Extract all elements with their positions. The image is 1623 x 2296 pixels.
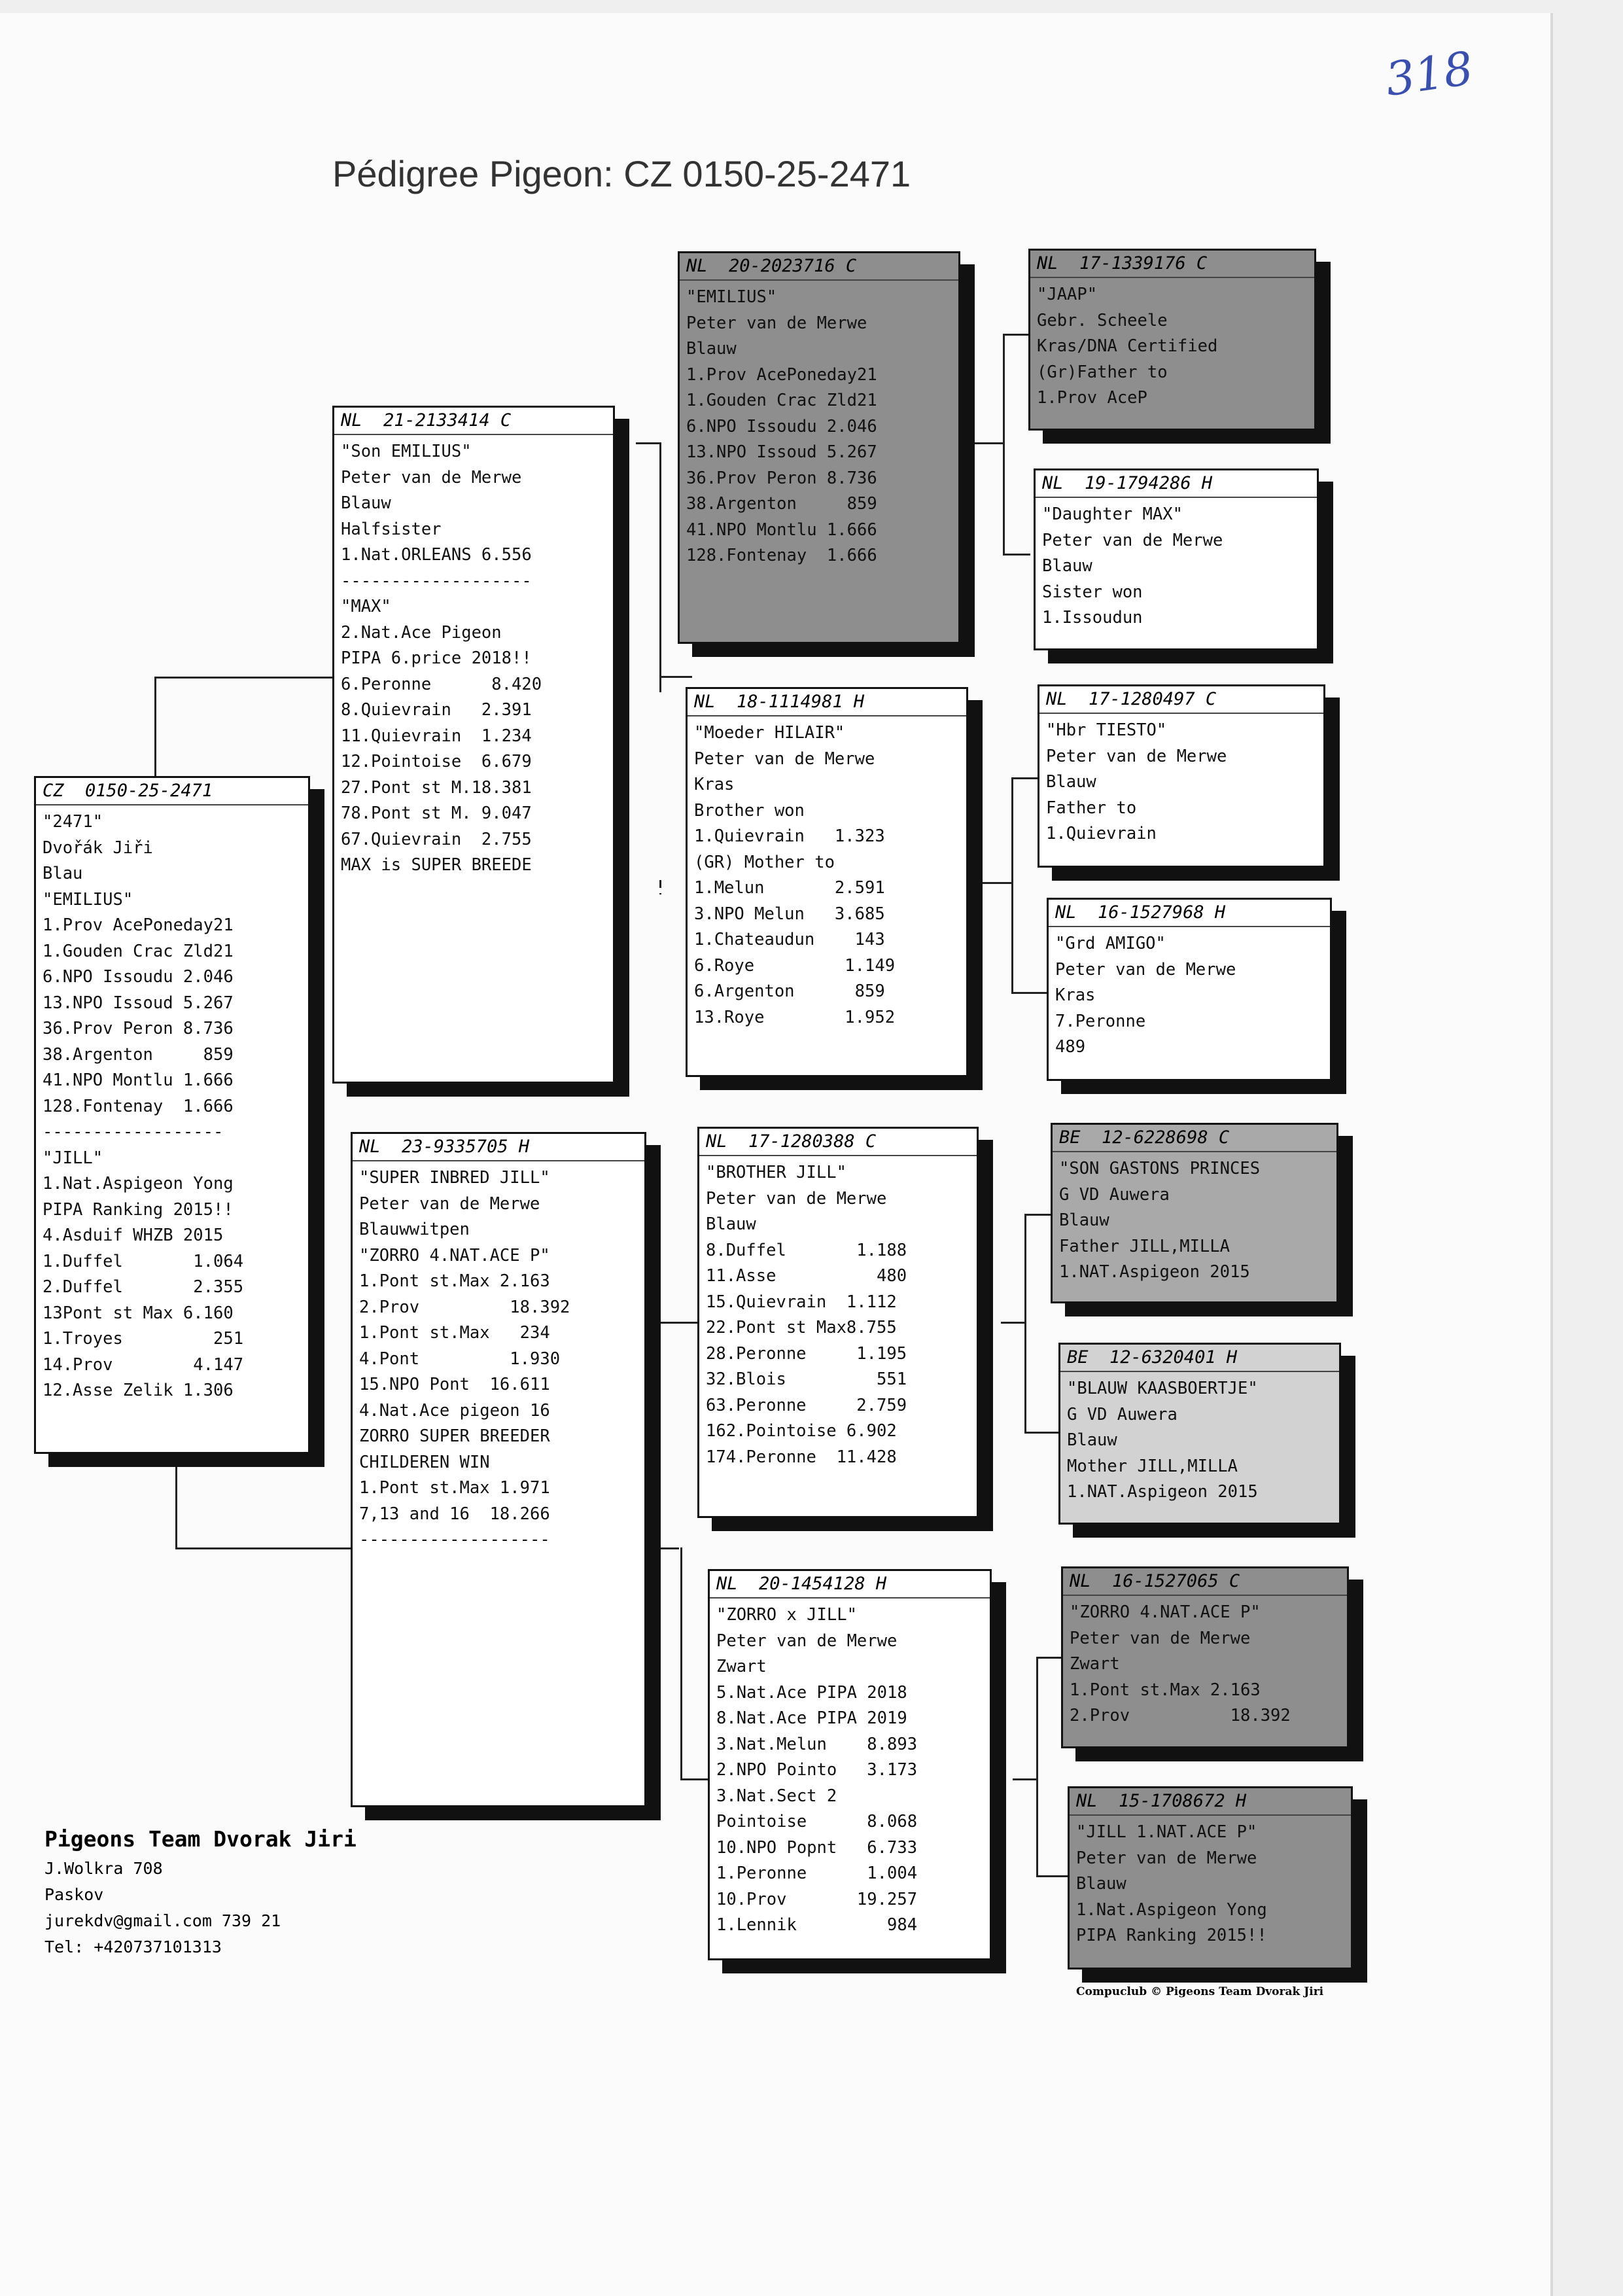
card-line: 32.Blois 551 xyxy=(706,1369,907,1389)
card-line: Zwart xyxy=(1070,1654,1120,1674)
card-line: 1.NAT.Aspigeon 2015 xyxy=(1059,1262,1250,1282)
card-line: 6.Peronne 8.420 xyxy=(341,674,542,694)
ddd-card xyxy=(1068,1786,1353,1969)
ring-number: NL 15-1708672 H xyxy=(1070,1788,1351,1816)
card-line: 1.NAT.Aspigeon 2015 xyxy=(1067,1482,1258,1502)
card-line: 3.Nat.Melun 8.893 xyxy=(716,1734,918,1754)
ring-number: NL 17-1280388 C xyxy=(699,1129,977,1156)
ring-number: BE 12-6228698 C xyxy=(1053,1125,1336,1152)
connector xyxy=(1003,334,1030,336)
card-line: 1.Gouden Crac Zld21 xyxy=(686,391,877,410)
ring-number: CZ 0150-25-2471 xyxy=(36,778,308,805)
card-line: 1.Gouden Crac Zld21 xyxy=(43,941,234,961)
card-line: 2.NPO Pointo 3.173 xyxy=(716,1760,918,1780)
card-line: 174.Peronne 11.428 xyxy=(706,1447,897,1467)
card-line: Peter van de Merwe xyxy=(686,313,867,333)
card-line: 8.Duffel 1.188 xyxy=(706,1240,907,1260)
dds-card xyxy=(1061,1566,1349,1748)
card-line: 1.Pont st.Max 1.971 xyxy=(359,1478,550,1498)
connector xyxy=(1011,777,1038,779)
card-line: 6.Roye 1.149 xyxy=(694,955,896,976)
card-line: 7,13 and 16 18.266 xyxy=(359,1504,550,1524)
card-line: Blauw xyxy=(1042,556,1092,576)
card-line: "EMILIUS" xyxy=(686,287,777,307)
card-line: 1.Troyes 251 xyxy=(43,1329,244,1349)
card-line: Peter van de Merwe xyxy=(1046,746,1227,766)
card-line: Kras xyxy=(694,775,735,794)
card-line: Blau xyxy=(43,864,83,883)
card-details xyxy=(1076,1820,1344,1949)
connector xyxy=(154,677,340,679)
card-line: "MAX" xyxy=(341,597,391,616)
card-line: 28.Peronne 1.195 xyxy=(706,1343,907,1364)
card-line: ZORRO SUPER BREEDER xyxy=(359,1426,550,1446)
sire-dam-card xyxy=(686,687,968,1077)
card-line: "Moeder HILAIR" xyxy=(694,723,845,743)
card-line: G VD Auwera xyxy=(1059,1184,1170,1205)
card-line: Peter van de Merwe xyxy=(341,467,522,487)
connector xyxy=(1001,1322,1026,1324)
connector xyxy=(1024,1214,1026,1433)
card-line: "ZORRO 4.NAT.ACE P" xyxy=(1070,1602,1261,1622)
card-line: 11.Asse 480 xyxy=(706,1266,907,1286)
connector xyxy=(659,442,661,692)
footer-line: Paskov xyxy=(44,1885,104,1904)
card-line: ------------------- xyxy=(359,1530,550,1549)
card-line: 5.Nat.Ace PIPA 2018 xyxy=(716,1682,907,1703)
footer-line: Tel: +420737101313 xyxy=(44,1937,222,1956)
card-details xyxy=(1059,1156,1330,1286)
connector xyxy=(659,893,661,894)
card-line: 13.NPO Issoud 5.267 xyxy=(686,442,877,462)
dsd-card xyxy=(1058,1343,1341,1525)
card-line: Peter van de Merwe xyxy=(1055,959,1236,980)
card-details xyxy=(706,1160,970,1470)
card-details xyxy=(359,1165,638,1553)
card-line: Kras xyxy=(1055,985,1096,1005)
card-line: PIPA 6.price 2018!! xyxy=(341,648,532,668)
card-line: 67.Quievrain 2.755 xyxy=(341,829,532,849)
card-line: Blauw xyxy=(1067,1430,1117,1450)
card-line: PIPA Ranking 2015!! xyxy=(43,1199,234,1220)
dam-sire-card xyxy=(697,1127,979,1518)
card-line: 1.Duffel 1.064 xyxy=(43,1251,244,1271)
card-line: Peter van de Merwe xyxy=(1070,1628,1251,1648)
card-line: "SON GASTONS PRINCES xyxy=(1059,1159,1261,1178)
ring-number: NL 17-1280497 C xyxy=(1039,686,1323,714)
card-line: 1.Nat.Aspigeon Yong xyxy=(1076,1899,1267,1920)
ring-number: NL 20-1454128 H xyxy=(710,1571,990,1598)
footer-line: J.Wolkra 708 xyxy=(44,1859,163,1878)
card-line: Peter van de Merwe xyxy=(706,1188,887,1209)
card-line: Blauw xyxy=(1046,772,1096,792)
card-line: "Grd AMIGO" xyxy=(1055,934,1166,953)
card-line: Halfsister xyxy=(341,519,442,539)
card-line: 38.Argenton 859 xyxy=(43,1044,234,1065)
card-line: "JAAP" xyxy=(1037,285,1098,304)
card-line: 4.Asduif WHZB 2015 xyxy=(43,1226,224,1245)
card-line: "SUPER INBRED JILL" xyxy=(359,1168,550,1188)
card-line: Father to xyxy=(1046,798,1137,818)
card-line: 15.NPO Pont 16.611 xyxy=(359,1375,550,1394)
card-line: 2.Prov 18.392 xyxy=(1070,1706,1291,1725)
card-line: "ZORRO x JILL" xyxy=(716,1605,857,1625)
connector xyxy=(659,676,692,678)
card-line: 8.Nat.Ace PIPA 2019 xyxy=(716,1708,907,1728)
card-line: "Hbr TIESTO" xyxy=(1046,720,1167,740)
card-line: 1.Quievrain xyxy=(1046,824,1157,843)
ring-number: NL 23-9335705 H xyxy=(353,1134,644,1161)
card-line: 1.Nat.Aspigeon Yong xyxy=(43,1174,234,1193)
ring-number: NL 21-2133414 C xyxy=(334,408,613,435)
card-line: Blauw xyxy=(341,493,391,513)
card-line: 128.Fontenay 1.666 xyxy=(43,1096,234,1116)
card-details xyxy=(43,809,302,1404)
connector xyxy=(1024,1214,1051,1216)
card-line: 12.Asse Zelik 1.306 xyxy=(43,1381,234,1400)
card-line: G VD Auwera xyxy=(1067,1404,1178,1424)
card-line: 6.Argenton 859 xyxy=(694,981,885,1001)
ring-number: NL 18-1114981 H xyxy=(688,689,966,716)
card-line: Peter van de Merwe xyxy=(694,749,875,769)
card-line: 3.Nat.Sect 2 xyxy=(716,1786,837,1806)
sss-card xyxy=(1028,249,1316,431)
card-line: ------------------ xyxy=(43,1122,224,1142)
card-line: 13.NPO Issoud 5.267 xyxy=(43,993,234,1013)
connector xyxy=(1036,1657,1038,1877)
card-line: Peter van de Merwe xyxy=(359,1193,540,1214)
card-line: 10.Prov 19.257 xyxy=(716,1889,918,1909)
card-details xyxy=(686,285,952,569)
card-line: Blauw xyxy=(1059,1210,1109,1230)
card-line: "EMILIUS" xyxy=(43,889,133,910)
card-details xyxy=(716,1602,983,1939)
card-line: 8.Quievrain 2.391 xyxy=(341,700,532,720)
card-line: 13.Roye 1.952 xyxy=(694,1007,896,1027)
card-details xyxy=(1067,1376,1333,1506)
card-line: Pointoise 8.068 xyxy=(716,1812,918,1831)
card-line: 13Pont st Max 6.160 xyxy=(43,1303,234,1323)
card-line: 1.Quievrain 1.323 xyxy=(694,826,885,846)
copyright: Compuclub © Pigeons Team Dvorak Jiri xyxy=(1076,1985,1324,1998)
card-line: 10.NPO Popnt 6.733 xyxy=(716,1837,918,1858)
card-line: 2.Duffel 2.355 xyxy=(43,1277,244,1297)
card-line: 36.Prov Peron 8.736 xyxy=(43,1019,234,1038)
card-line: 36.Prov Peron 8.736 xyxy=(686,468,877,488)
connector xyxy=(154,677,156,776)
card-line: 78.Pont st M. 9.047 xyxy=(341,804,532,823)
card-line: Father JILL,MILLA xyxy=(1059,1236,1230,1256)
card-line: 489 xyxy=(1055,1037,1086,1057)
card-details xyxy=(341,439,606,879)
card-line: Kras/DNA Certified xyxy=(1037,336,1218,356)
connector xyxy=(680,1547,682,1780)
card-line: 41.NPO Montlu 1.666 xyxy=(43,1070,234,1090)
card-line: Peter van de Merwe xyxy=(1076,1848,1257,1868)
card-line: "Son EMILIUS" xyxy=(341,442,472,461)
card-line: 27.Pont st M.18.381 xyxy=(341,777,532,798)
sdd-card xyxy=(1047,898,1332,1081)
card-line: 1.Peronne 1.004 xyxy=(716,1863,918,1883)
card-line: 12.Pointoise 6.679 xyxy=(341,752,532,771)
card-line: Gebr. Scheele xyxy=(1037,310,1168,330)
connector xyxy=(175,1547,360,1549)
card-details xyxy=(1055,931,1323,1061)
subject-pigeon-card xyxy=(34,776,310,1454)
card-line: 4.Nat.Ace pigeon 16 xyxy=(359,1400,550,1421)
card-line: Peter van de Merwe xyxy=(1042,530,1223,550)
card-line: Blauw xyxy=(1076,1874,1126,1894)
connector xyxy=(1011,992,1047,994)
connector xyxy=(175,1464,177,1549)
footer xyxy=(44,1823,357,1960)
sire-card xyxy=(332,406,615,1084)
dam-dam-card xyxy=(708,1569,992,1960)
card-line: 11.Quievrain 1.234 xyxy=(341,726,532,746)
card-line: 14.Prov 4.147 xyxy=(43,1354,244,1375)
card-line: 1.Nat.ORLEANS 6.556 xyxy=(341,545,532,565)
card-line: 6.NPO Issoudu 2.046 xyxy=(686,416,877,436)
connector xyxy=(972,442,1005,444)
card-line: "Daughter MAX" xyxy=(1042,504,1183,524)
card-line: CHILDEREN WIN xyxy=(359,1452,490,1472)
card-details xyxy=(1042,502,1310,631)
card-line: 6.NPO Issoudu 2.046 xyxy=(43,967,234,987)
card-line: "2471" xyxy=(43,812,103,832)
card-line: Peter van de Merwe xyxy=(716,1631,898,1651)
card-line: 1.Prov AcePoneday21 xyxy=(686,364,877,385)
card-details xyxy=(1046,718,1317,847)
connector xyxy=(980,882,1013,884)
card-details xyxy=(1037,282,1308,412)
connector xyxy=(654,1547,679,1549)
connector xyxy=(1003,554,1030,556)
card-line: Mother JILL,MILLA xyxy=(1067,1456,1238,1476)
card-line: Sister won xyxy=(1042,582,1143,602)
card-line: PIPA Ranking 2015!! xyxy=(1076,1926,1267,1945)
card-line: 1.Pont st.Max 234 xyxy=(359,1323,550,1343)
card-line: ------------------- xyxy=(341,571,532,591)
card-line: 1.Chateaudun 143 xyxy=(694,930,885,949)
card-line: 38.Argenton 859 xyxy=(686,494,877,514)
card-line: Dvořák Jiři xyxy=(43,838,153,858)
card-line: "BROTHER JILL" xyxy=(706,1163,846,1182)
card-line: "ZORRO 4.NAT.ACE P" xyxy=(359,1245,550,1265)
card-line: 1.Pont st.Max 2.163 xyxy=(359,1271,550,1291)
card-line: 2.Prov 18.392 xyxy=(359,1297,570,1317)
card-line: 1.Lennik 984 xyxy=(716,1915,918,1935)
card-line: 63.Peronne 2.759 xyxy=(706,1395,907,1415)
connector xyxy=(636,442,661,444)
connector xyxy=(1003,334,1005,555)
card-line: Zwart xyxy=(716,1657,767,1676)
card-line: (GR) Mother to xyxy=(694,852,835,872)
card-details xyxy=(694,720,960,1031)
card-line: MAX is SUPER BREEDE xyxy=(341,855,532,875)
card-line: 162.Pointoise 6.902 xyxy=(706,1421,897,1441)
connector xyxy=(1011,777,1013,993)
dam-card xyxy=(351,1132,646,1807)
card-line: "BLAUW KAASBOERTJE" xyxy=(1067,1379,1258,1398)
page-number: 318 xyxy=(1382,41,1476,107)
card-line: Blauw xyxy=(706,1214,756,1234)
ring-number: BE 12-6320401 H xyxy=(1060,1345,1339,1372)
sds-card xyxy=(1038,684,1325,868)
sire-sire-card xyxy=(678,251,960,644)
card-line: Blauwwitpen xyxy=(359,1220,470,1239)
connector xyxy=(1013,1778,1038,1780)
card-line: 41.NPO Montlu 1.666 xyxy=(686,520,877,540)
card-line: (Gr)Father to xyxy=(1037,362,1168,382)
connector xyxy=(654,1322,704,1324)
card-details xyxy=(1070,1600,1340,1729)
footer-line: jurekdv@gmail.com 739 21 xyxy=(44,1911,281,1930)
card-line: 1.Prov AcePoneday21 xyxy=(43,915,234,935)
ring-number: NL 19-1794286 H xyxy=(1036,470,1317,498)
card-line: 3.NPO Melun 3.685 xyxy=(694,904,885,924)
card-line: 7.Peronne xyxy=(1055,1011,1146,1031)
card-line: 1.Issoudun xyxy=(1042,608,1143,627)
card-line: Blauw xyxy=(686,339,737,359)
connector xyxy=(659,880,661,888)
dss-card xyxy=(1051,1123,1338,1303)
card-line: "JILL 1.NAT.ACE P" xyxy=(1076,1822,1257,1842)
ring-number: NL 20-2023716 C xyxy=(680,253,958,281)
ring-number: NL 16-1527968 H xyxy=(1049,900,1330,927)
connector xyxy=(654,1322,656,1580)
card-line: 2.Nat.Ace Pigeon xyxy=(341,622,502,643)
card-line: Brother won xyxy=(694,800,805,821)
card-line: 1.Prov AceP xyxy=(1037,388,1147,408)
card-line: 128.Fontenay 1.666 xyxy=(686,546,877,565)
card-line: 1.Melun 2.591 xyxy=(694,878,885,898)
ring-number: NL 17-1339176 C xyxy=(1030,251,1314,278)
card-line: "JILL" xyxy=(43,1148,103,1168)
card-line: 1.Pont st.Max 2.163 xyxy=(1070,1680,1261,1700)
card-line: 22.Pont st Max8.755 xyxy=(706,1318,897,1337)
ring-number: NL 16-1527065 C xyxy=(1063,1568,1347,1596)
connector xyxy=(1024,1432,1058,1434)
card-line: 4.Pont 1.930 xyxy=(359,1349,561,1369)
card-line: 15.Quievrain 1.112 xyxy=(706,1292,897,1312)
page-title: Pédigree Pigeon: CZ 0150-25-2471 xyxy=(332,153,911,194)
ssd-card xyxy=(1034,468,1319,650)
team-name: Pigeons Team Dvorak Jiri xyxy=(44,1826,357,1852)
